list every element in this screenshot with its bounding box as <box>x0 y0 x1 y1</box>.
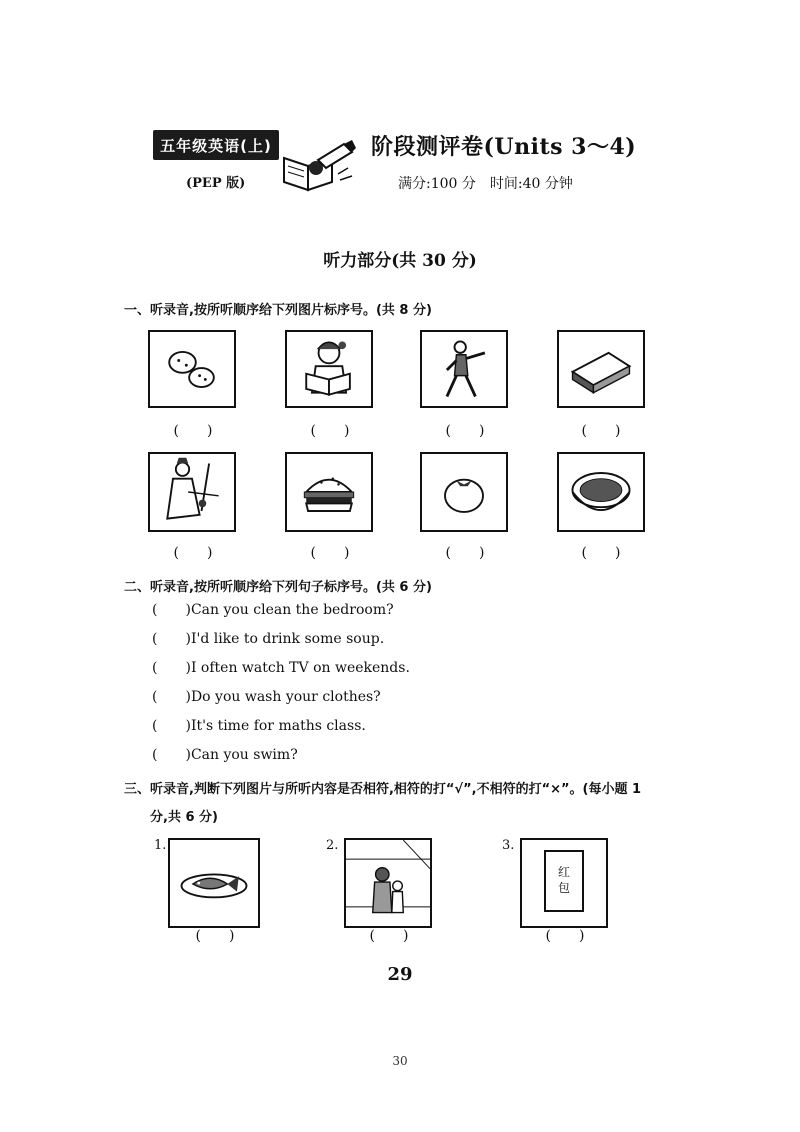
sentence-5[interactable]: ( )It's time for maths class. <box>152 718 366 734</box>
answer-paren-2[interactable]: ( ) <box>310 423 350 439</box>
sandwich-picture <box>557 330 645 408</box>
answer-paren-7[interactable]: ( ) <box>445 545 485 561</box>
page-title: 阶段测评卷(Units 3～4) <box>371 134 637 160</box>
answer-paren-3[interactable]: ( ) <box>445 423 485 439</box>
question-2-heading: 二、听录音,按所听顺序给下列句子标序号。(共 6 分) <box>124 580 432 595</box>
answer-paren-11[interactable]: ( ) <box>545 928 585 944</box>
sentence-4[interactable]: ( )Do you wash your clothes? <box>152 689 381 705</box>
hamburger-icon <box>287 454 371 530</box>
answer-paren-10[interactable]: ( ) <box>369 928 409 944</box>
sentence-2[interactable]: ( )I'd like to drink some soup. <box>152 631 385 647</box>
potatoes-icon <box>150 332 234 406</box>
mother-child-icon <box>346 840 430 926</box>
answer-paren-4[interactable]: ( ) <box>581 423 621 439</box>
boy-doing-kungfu-picture <box>420 330 508 408</box>
answer-paren-1[interactable]: ( ) <box>173 423 213 439</box>
answer-paren-5[interactable]: ( ) <box>173 545 213 561</box>
edition-label: (PEP 版) <box>186 176 246 191</box>
kungfu-boy-icon <box>422 332 506 406</box>
erhu-player-icon <box>150 454 234 530</box>
girl-reading-icon <box>287 332 371 406</box>
question-3-heading-cont: 分,共 6 分) <box>150 810 218 825</box>
hamburger-picture <box>285 452 373 532</box>
listening-section-title: 听力部分(共 30 分) <box>323 251 477 271</box>
sentence-1[interactable]: ( )Can you clean the bedroom? <box>152 602 394 618</box>
item-2-number: 2. <box>326 838 339 853</box>
answer-paren-8[interactable]: ( ) <box>581 545 621 561</box>
answer-paren-9[interactable]: ( ) <box>195 928 235 944</box>
question-1-heading: 一、听录音,按所听顺序给下列图片标序号。(共 8 分) <box>124 303 432 318</box>
girl-reading-picture <box>285 330 373 408</box>
answer-paren-6[interactable]: ( ) <box>310 545 350 561</box>
item-3-number: 3. <box>502 838 515 853</box>
score-time-info: 满分:100 分 时间:40 分钟 <box>398 176 573 192</box>
envelope-label: 红 包 <box>558 865 571 895</box>
tomato-icon <box>422 454 506 530</box>
noodles-bowl-picture <box>557 452 645 532</box>
book-pencil-icon <box>278 138 360 196</box>
fish-plate-icon <box>170 840 258 926</box>
footer-number: 30 <box>392 1054 408 1068</box>
item-1-number: 1. <box>154 838 167 853</box>
erhu-player-picture <box>148 452 236 532</box>
question-3-heading: 三、听录音,判断下列图片与所听内容是否相符,相符的打“√”,不相符的打“×”。(每小题 1 <box>124 782 642 797</box>
sentence-6[interactable]: ( )Can you swim? <box>152 747 298 763</box>
noodles-bowl-icon <box>559 454 643 530</box>
tomato-picture <box>420 452 508 532</box>
fish-plate-picture <box>168 838 260 928</box>
potatoes-picture <box>148 330 236 408</box>
grade-badge: 五年级英语(上) <box>153 130 279 160</box>
sentence-3[interactable]: ( )I often watch TV on weekends. <box>152 660 410 676</box>
page-number: 29 <box>387 964 413 985</box>
mother-and-child-picture <box>344 838 432 928</box>
sandwich-icon <box>559 332 643 406</box>
red-envelope-picture <box>520 838 608 928</box>
